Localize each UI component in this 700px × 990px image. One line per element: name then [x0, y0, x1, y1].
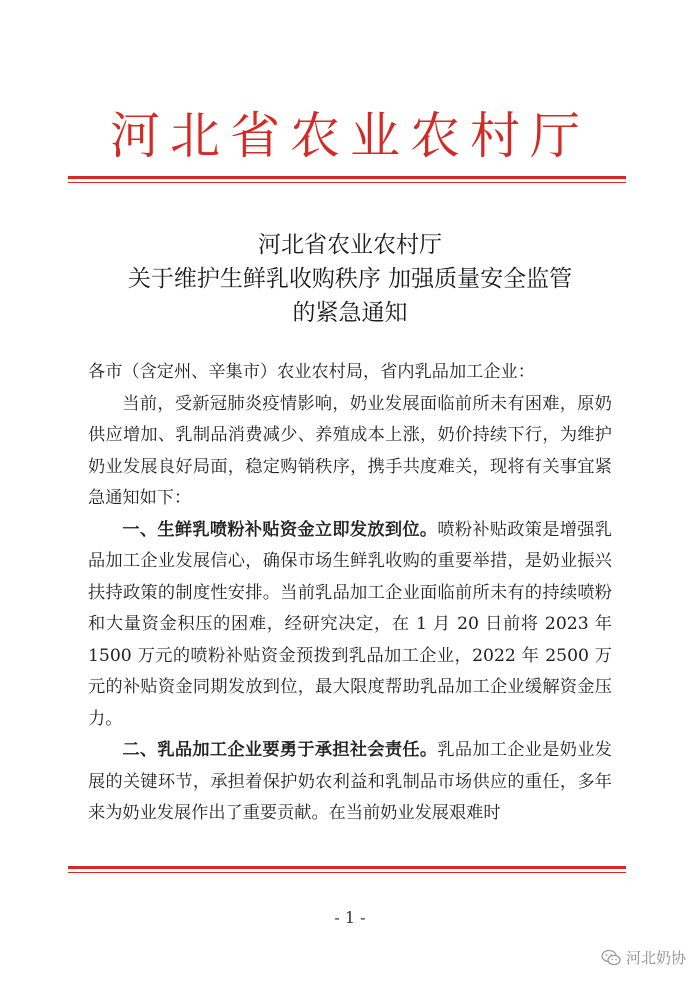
page-number: - 1 -: [334, 908, 366, 927]
title-line-3: 的紧急通知: [292, 300, 408, 326]
section-2-text: 乳品加工企业是奶业发展的关键环节，承担着保护奶农利益和乳制品市场供应的重任，多年来为奶业发展作出了重要贡献。在当前奶业发展艰难时: [88, 740, 612, 823]
intro-paragraph: 当前，受新冠肺炎疫情影响，奶业发展面临前所未有困难，原奶供应增加、乳制品消费减少、养殖成本上涨，奶价持续下行，为维护奶业发展良好局面，稳定购销秩序，携手共度难关，现将有关事宜紧急通知如下：: [88, 393, 612, 508]
salutation: 各市（含定州、辛集市）农业农村局，省内乳品加工企业：: [88, 362, 535, 382]
watermark-text: 河北奶协: [625, 949, 686, 967]
document-body: [88, 357, 612, 830]
section-1-text: 喷粉补贴政策是增强乳品加工企业发展信心，确保市场生鲜乳收购的重要举措，是奶业振兴扶持政策的制度性安排。当前乳品加工企业面临前所未有的持续喷粉和大量资金积压的困难，经研究决定，在 1 月 20 日前将 2023 年 1500 万元的喷粉补贴资金预拨到乳品加工企业，2022 年 2500 万元的补贴资金同期发放到位，最大限度帮助乳品加工企业缓解资金压力。: [88, 519, 612, 729]
section-2-paragraph: [88, 735, 612, 830]
section-2-heading: 二、乳品加工企业要勇于承担社会责任。: [122, 740, 438, 760]
title-line-2: 关于维护生鲜乳收购秩序 加强质量安全监管: [127, 266, 573, 292]
section-1-paragraph: [88, 515, 612, 736]
header-rule-thick: [68, 176, 626, 179]
footer-rule-thick: [68, 866, 626, 869]
watermark: [601, 947, 686, 968]
footer-rule-thin: [68, 872, 626, 873]
document-title: [0, 228, 700, 330]
wechat-icon: [601, 949, 621, 967]
section-1-heading: 一、生鲜乳喷粉补贴资金立即发放到位。: [122, 519, 438, 540]
header-rule-thin: [68, 182, 626, 183]
agency-header: 河北省农业农村厅: [110, 107, 590, 165]
title-line-1: 河北省农业农村厅: [258, 232, 442, 258]
